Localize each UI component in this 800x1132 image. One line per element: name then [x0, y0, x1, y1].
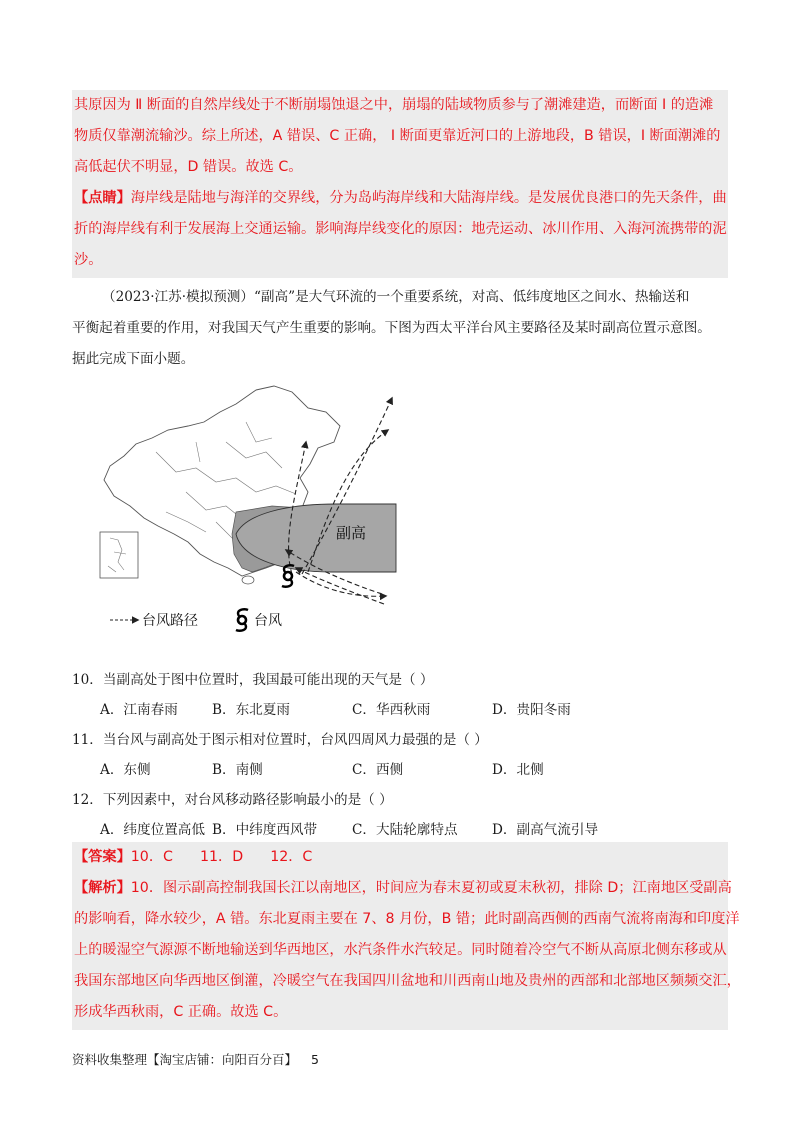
page-footer — [72, 1050, 319, 1068]
option-text: 江南春雨 — [123, 702, 178, 718]
option-text: 东北夏雨 — [235, 702, 290, 718]
question-12 — [72, 788, 393, 808]
question-stem: 当台风与副高处于图示相对位置时，台风四周风力最强的是（ ） — [102, 732, 488, 748]
answer-analysis-block — [72, 842, 741, 1030]
question-stem: 下列因素中，对台风移动路径影响最小的是（ ） — [102, 792, 393, 808]
subtropical-high-label: 副高 — [336, 524, 367, 542]
answer-text: 10．C 11．D 12．C — [130, 849, 313, 865]
option-10-c[interactable] — [352, 698, 430, 718]
question-number: 11． — [72, 732, 103, 748]
option-letter: C． — [352, 822, 376, 838]
answer-label: 【答案】 — [74, 849, 131, 865]
option-10-d[interactable] — [492, 698, 571, 718]
tip-line: 沙。 — [74, 252, 103, 268]
option-10-b[interactable] — [212, 698, 290, 718]
analysis-line — [74, 873, 732, 904]
option-letter: D． — [492, 702, 517, 718]
analysis-text: 10．图示副高控制我国长江以南地区，时间应为春末夏初或夏末秋初，排除 D；江南地区受副高 — [130, 880, 732, 896]
option-text: 北侧 — [516, 762, 544, 778]
option-letter: A． — [100, 762, 124, 778]
option-text: 南侧 — [235, 762, 263, 778]
answer-line — [74, 842, 728, 873]
option-letter: C． — [352, 762, 376, 778]
option-11-c[interactable] — [352, 758, 403, 778]
question-10 — [72, 668, 433, 688]
option-text: 华西秋雨 — [376, 702, 431, 718]
tip-text: 海岸线是陆地与海洋的交界线，分为岛屿海岸线和大陆海岸线。是发展优良港口的先天条件，曲 — [130, 190, 727, 206]
option-text: 纬度位置高低 — [123, 822, 205, 838]
option-letter: A． — [100, 822, 124, 838]
option-12-c[interactable] — [352, 818, 458, 838]
tip-line: 折的海岸线有利于发展海上交通运输。影响海岸线变化的原因：地壳运动、冰川作用、入海河流携带的泥 — [74, 221, 727, 237]
page-number: 5 — [311, 1052, 319, 1067]
intro-line: 据此完成下面小题。 — [72, 351, 195, 367]
intro-line: （2023·江苏·模拟预测）“副高”是大气环流的一个重要系统，对高、低纬度地区之间水、热输送和 — [102, 289, 690, 305]
option-11-a[interactable] — [100, 758, 151, 778]
explanation-block-top — [72, 90, 728, 278]
explanation-line: 其原因为 Ⅱ 断面的自然岸线处于不断崩塌蚀退之中，崩塌的陆域物质参与了潮滩建造，而断面 Ⅰ 的造滩 — [74, 97, 714, 113]
analysis-line: 形成华西秋雨，C 正确。故选 C。 — [74, 1004, 288, 1020]
typhoon-path-west — [296, 568, 384, 604]
option-letter: A． — [100, 702, 124, 718]
option-text: 中纬度西风带 — [235, 822, 318, 838]
question-number: 10． — [72, 672, 103, 688]
question-intro — [72, 282, 732, 375]
question-number: 12． — [72, 792, 103, 808]
legend-path-label: 台风路径 — [142, 613, 198, 629]
analysis-line: 的影响看，降水较少，A 错。东北夏雨主要在 7、8 月份，B 错；此时副高西侧的西南气流将南海和印度洋 — [74, 911, 740, 927]
tip-line — [74, 183, 728, 214]
option-letter: D． — [492, 762, 517, 778]
option-10-a[interactable] — [100, 698, 178, 718]
option-letter: D． — [492, 822, 517, 838]
legend-typhoon-label: 台风 — [254, 613, 282, 629]
option-text: 贵阳冬雨 — [516, 702, 571, 718]
option-text: 西侧 — [376, 762, 404, 778]
analysis-label: 【解析】 — [74, 880, 131, 896]
question-11 — [72, 728, 488, 748]
intro-line: 平衡起着重要的作用，对我国天气产生重要的影响。下图为西太平洋台风主要路径及某时副高位置示意图。 — [72, 320, 711, 336]
inset-map-box — [100, 532, 138, 578]
option-letter: C． — [352, 702, 376, 718]
explanation-line: 物质仅靠潮流输沙。综上所述，A 错误、C 正确， Ⅰ 断面更靠近河口的上游地段，B 错误，Ⅰ 断面潮滩的 — [74, 128, 721, 144]
hainan-island — [242, 576, 254, 584]
option-letter: B． — [212, 702, 236, 718]
option-letter: B． — [212, 822, 236, 838]
option-12-d[interactable] — [492, 818, 598, 838]
option-11-d[interactable] — [492, 758, 544, 778]
typhoon-path-south-branch — [296, 572, 386, 596]
option-text: 大陆轮廓特点 — [376, 822, 458, 838]
tip-label: 【点睛】 — [74, 190, 131, 206]
typhoon-subtropical-high-map — [96, 382, 406, 638]
option-text: 东侧 — [123, 762, 151, 778]
explanation-line: 高低起伏不明显，D 错误。故选 C。 — [74, 159, 303, 175]
legend-typhoon-icon — [236, 609, 248, 631]
option-12-b[interactable] — [212, 818, 317, 838]
option-letter: B． — [212, 762, 236, 778]
option-12-a[interactable] — [100, 818, 205, 838]
analysis-line: 我国东部地区向华西地区倒灌，冷暖空气在我国四川盆地和川西南山地及贵州的西部和北部地区频频交汇， — [74, 973, 741, 989]
option-text: 副高气流引导 — [516, 822, 599, 838]
question-stem: 当副高处于图中位置时，我国最可能出现的天气是（ ） — [102, 672, 434, 688]
analysis-line: 上的暖湿空气源源不断地输送到华西地区，水汽条件水汽较足。同时随着冷空气不断从高原北侧东移或从 — [74, 942, 727, 958]
option-11-b[interactable] — [212, 758, 263, 778]
footer-text: 资料收集整理【淘宝店铺：向阳百分百】 — [72, 1052, 298, 1067]
